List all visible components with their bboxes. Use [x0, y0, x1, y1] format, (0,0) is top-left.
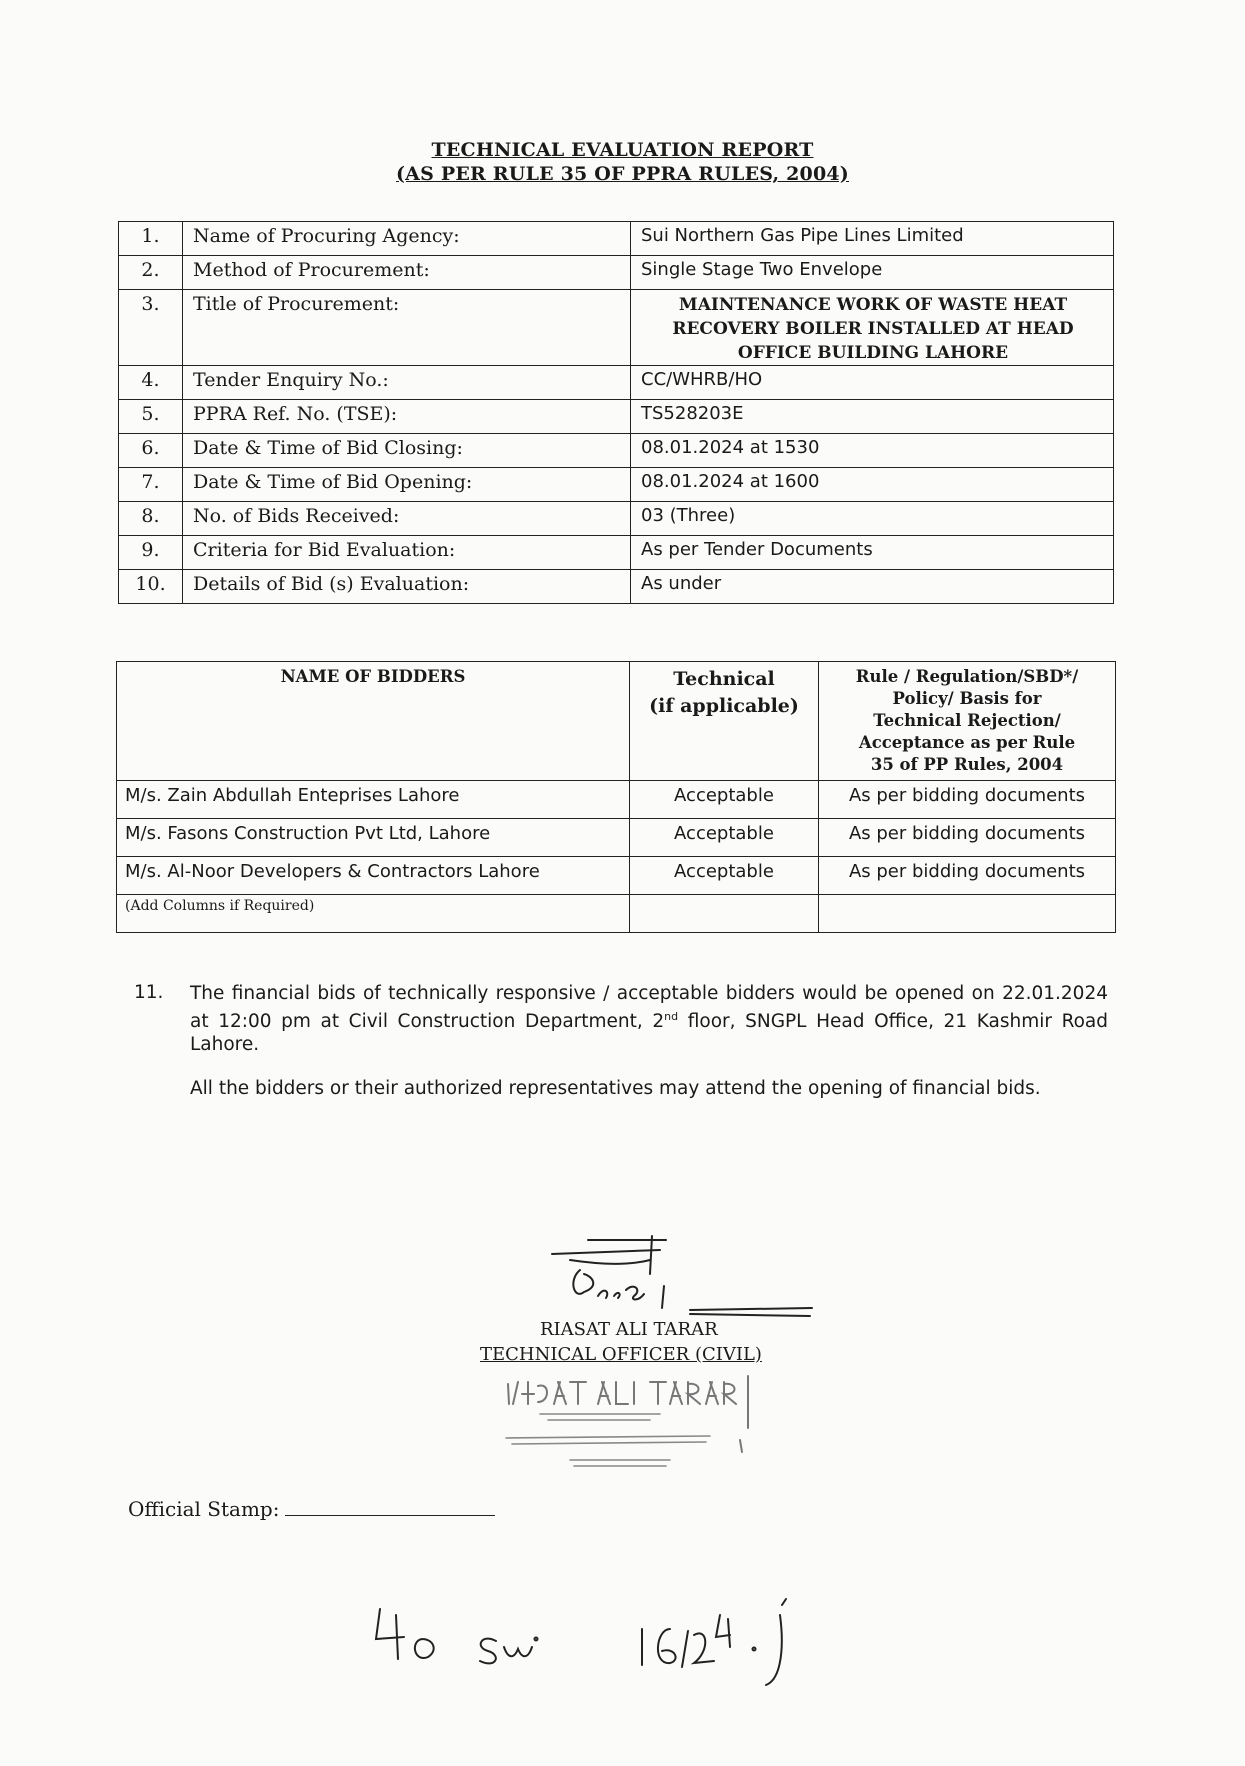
row-value: 08.01.2024 at 1530	[631, 434, 1114, 468]
row-number: 9.	[119, 536, 183, 570]
info-row	[119, 400, 1114, 434]
rule-basis: As per bidding documents	[819, 857, 1116, 895]
stamp-blank-line	[285, 1515, 495, 1516]
header-technical: Technical (if applicable)	[630, 662, 819, 781]
official-stamp-field	[128, 1497, 495, 1521]
info-row	[119, 256, 1114, 290]
empty-cell	[630, 895, 819, 933]
row-label: Details of Bid (s) Evaluation:	[183, 570, 631, 604]
para-number: 11.	[134, 982, 164, 1003]
row-number: 7.	[119, 468, 183, 502]
financial-bids-paragraph	[190, 982, 1108, 1056]
info-row	[119, 536, 1114, 570]
bidder-name: M/s. Al-Noor Developers & Contractors Lahore	[117, 857, 630, 895]
attendance-paragraph: All the bidders or their authorized representatives may attend the opening of financial bids.	[190, 1078, 1041, 1099]
row-value: CC/WHRB/HO	[631, 366, 1114, 400]
table-row	[117, 857, 1116, 895]
row-value: TS528203E	[631, 400, 1114, 434]
procurement-title-value: MAINTENANCE WORK OF WASTE HEAT RECOVERY BOILER INSTALLED AT HEAD OFFICE BUILDING LAHORE	[631, 290, 1114, 366]
add-columns-note: (Add Columns if Required)	[117, 895, 630, 933]
row-label: Date & Time of Bid Opening:	[183, 468, 631, 502]
row-label: Name of Procuring Agency:	[183, 222, 631, 256]
row-number: 10.	[119, 570, 183, 604]
handwritten-note	[370, 1585, 890, 1695]
signature-image	[540, 1230, 820, 1320]
signatory-name: RIASAT ALI TARAR	[540, 1319, 718, 1340]
row-number: 8.	[119, 502, 183, 536]
title-line-1: TECHNICAL EVALUATION REPORT	[431, 139, 814, 161]
row-value: 08.01.2024 at 1600	[631, 468, 1114, 502]
row-number: 3.	[119, 290, 183, 366]
row-number: 4.	[119, 366, 183, 400]
table-row	[117, 781, 1116, 819]
row-value: 03 (Three)	[631, 502, 1114, 536]
info-row	[119, 468, 1114, 502]
row-value: As per Tender Documents	[631, 536, 1114, 570]
info-row	[119, 502, 1114, 536]
technical-status: Acceptable	[630, 819, 819, 857]
info-row	[119, 290, 1114, 366]
technical-status: Acceptable	[630, 781, 819, 819]
bidders-header-row	[117, 662, 1116, 781]
row-number: 2.	[119, 256, 183, 290]
bidders-table	[116, 661, 1116, 933]
info-row	[119, 434, 1114, 468]
info-row	[119, 570, 1114, 604]
row-label: Tender Enquiry No.:	[183, 366, 631, 400]
ordinal-suffix: nd	[664, 1010, 679, 1023]
table-row	[117, 895, 1116, 933]
bidder-name: M/s. Fasons Construction Pvt Ltd, Lahore	[117, 819, 630, 857]
signatory-title: TECHNICAL OFFICER (CIVIL)	[480, 1344, 762, 1365]
empty-cell	[819, 895, 1116, 933]
row-value: As under	[631, 570, 1114, 604]
technical-status: Acceptable	[630, 857, 819, 895]
report-title	[0, 138, 1245, 186]
row-label: PPRA Ref. No. (TSE):	[183, 400, 631, 434]
title-line-2: (AS PER RULE 35 OF PPRA RULES, 2004)	[395, 163, 850, 185]
rule-basis: As per bidding documents	[819, 781, 1116, 819]
row-number: 6.	[119, 434, 183, 468]
row-number: 1.	[119, 222, 183, 256]
rule-basis: As per bidding documents	[819, 819, 1116, 857]
row-label: Date & Time of Bid Closing:	[183, 434, 631, 468]
officer-stamp	[500, 1372, 780, 1478]
row-label: No. of Bids Received:	[183, 502, 631, 536]
row-number: 5.	[119, 400, 183, 434]
table-row	[117, 819, 1116, 857]
info-row	[119, 222, 1114, 256]
official-stamp-label: Official Stamp:	[128, 1497, 280, 1521]
row-label: Method of Procurement:	[183, 256, 631, 290]
header-bidder-name: NAME OF BIDDERS	[117, 662, 630, 781]
header-rule-basis: Rule / Regulation/SBD*/ Policy/ Basis for Technical Rejection/ Acceptance as per Rule 35 of PP Rules, 2004	[819, 662, 1116, 781]
row-label: Title of Procurement:	[183, 290, 631, 366]
row-value: Sui Northern Gas Pipe Lines Limited	[631, 222, 1114, 256]
info-row	[119, 366, 1114, 400]
row-value: Single Stage Two Envelope	[631, 256, 1114, 290]
para-text-part: floor, SNGPL Head Office, 21 Kashmir Road Lahore.	[190, 1011, 1108, 1056]
row-label: Criteria for Bid Evaluation:	[183, 536, 631, 570]
para-text-part: The financial bids of technically responsive / acceptable bidders would be opened on 22.01.2024 at 12:00 pm at Civil Construction Department, 2	[190, 983, 1108, 1033]
procurement-info-table	[118, 221, 1114, 604]
bidder-name: M/s. Zain Abdullah Enteprises Lahore	[117, 781, 630, 819]
